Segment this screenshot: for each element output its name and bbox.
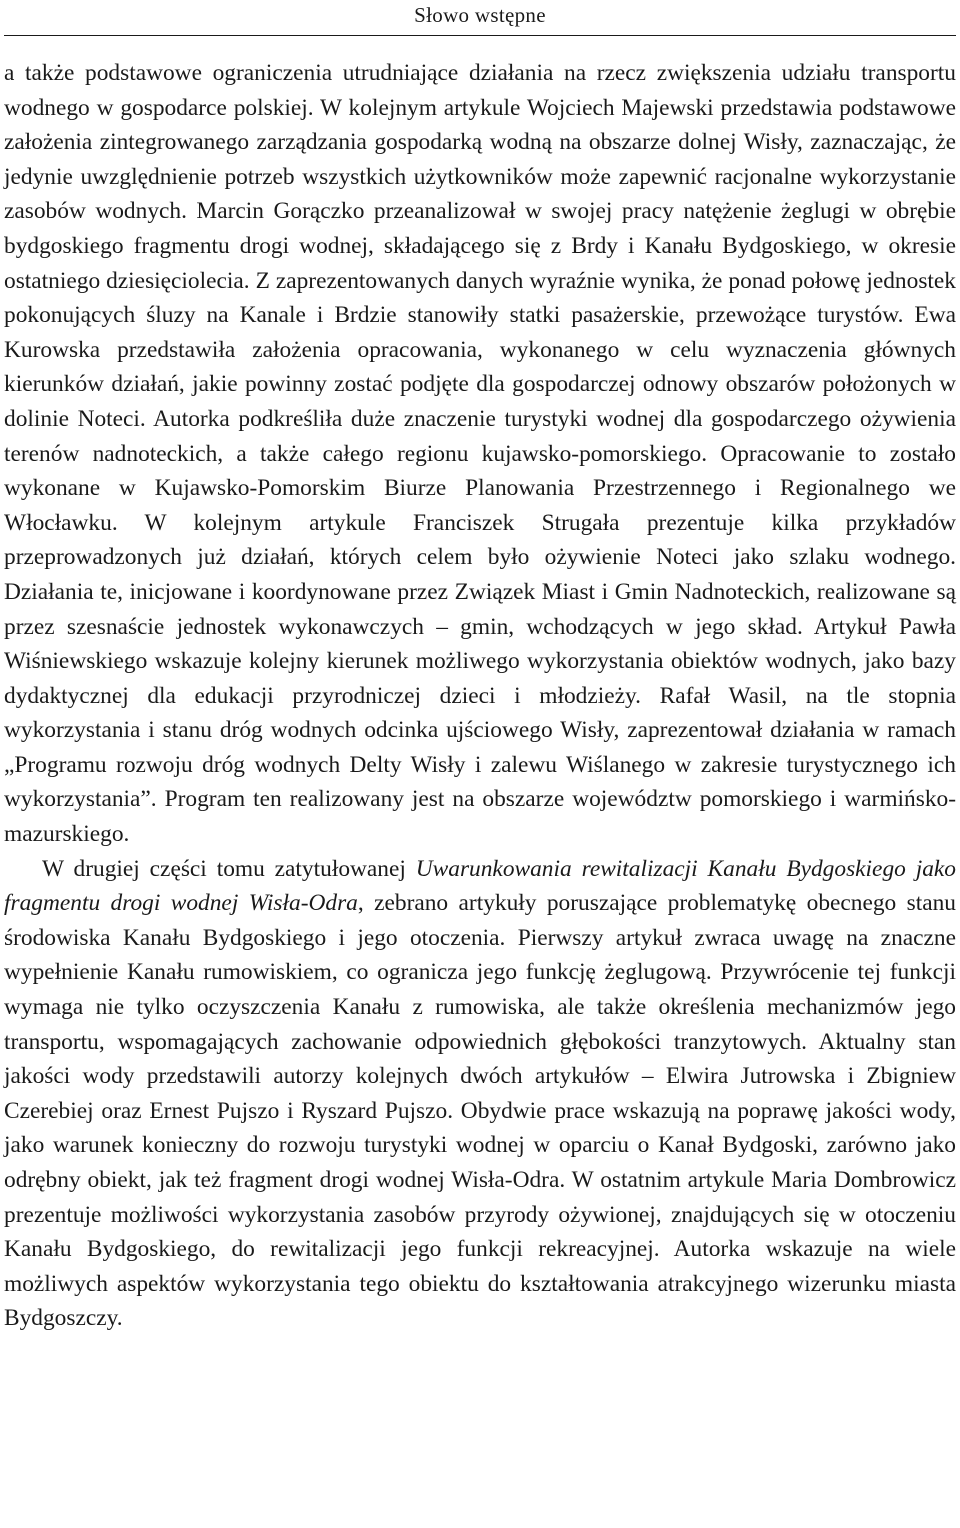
part-title-italic: Uwarunkowania rewitalizacji Kanału Bydgoskiego jako fragmentu drogi wodnej Wisła-Odra bbox=[4, 855, 956, 917]
paragraph-2-lead: W drugiej części tomu zatytułowanej bbox=[42, 855, 416, 882]
paragraph-2-rest: , zebrano artykuły poruszające problematykę obecnego stanu środowiska Kanału Bydgoskiego i jego otoczenia. Pierwszy artykuł zwraca uwagę na znaczne wypełnienie Kanału rumowiskiem, co ogranicza jego funkcję żeglugową. Przywrócenie tej funkcji wymaga nie tylko oczyszczenia Kanału z rumowiska, ale także określenia mechanizmów jego transportu, wspomagających zachowanie odpowiednich głębokości tranzytowych. Aktualny stan jakości wody przedstawili autorzy kolejnych dwóch artykułów – Elwira Jutrowska i Zbigniew Czerebiej oraz Ernest Pujszo i Ryszard Pujszo. Obydwie prace wskazują na poprawę jakości wody, jako warunek konieczny do rozwoju turystyki wodnej w oparciu o Kanał Bydgoski, zarówno jako odrębny obiekt, jak też fragment drogi wodnej Wisła-Odra. W ostatnim artykule Maria Dombrowicz prezentuje możliwości wykorzystania zasobów przyrody ożywionej, znajdujących się w otoczeniu Kanału Bydgoskiego, do rewitalizacji jego funkcji rekreacyjnej. Autorka wskazuje na wiele możliwych aspektów wykorzystania tego obiektu do kształtowania atrakcyjnego wizerunku miasta Bydgoszczy. bbox=[4, 890, 957, 1332]
page-header-title: Słowo wstępne bbox=[414, 3, 546, 27]
running-header bbox=[0, 0, 960, 32]
paragraph-2 bbox=[4, 852, 956, 1336]
page-body bbox=[4, 56, 956, 1336]
header-divider bbox=[4, 35, 956, 36]
paragraph-1: a także podstawowe ograniczenia utrudniające działania na rzecz zwiększenia udziału transportu wodnego w gospodarce polskiej. W kolejnym artykule Wojciech Majewski przedstawia podstawowe założenia zintegrowanego zarządzania gospodarką wodną na obszarze dolnej Wisły, zaznaczając, że jedynie uwzględnienie potrzeb wszystkich użytkowników może zapewnić racjonalne wykorzystanie zasobów wodnych. Marcin Gorączko przeanalizował w swojej pracy natężenie żeglugi w obrębie bydgoskiego fragmentu drogi wodnej, składającego się z Brdy i Kanału Bydgoskiego, w okresie ostatniego dziesięciolecia. Z zaprezentowanych danych wyraźnie wynika, że ponad połowę jednostek pokonujących śluzy na Kanale i Brdzie stanowiły statki pasażerskie, przewożące turystów. Ewa Kurowska przedstawiła założenia opracowania, wykonanego w celu wyznaczenia głównych kierunków działań, jakie powinny zostać podjęte dla gospodarczej odnowy obszarów położonych w dolinie Noteci. Autorka podkreśliła duże znaczenie turystyki wodnej dla gospodarczego ożywienia terenów nadnoteckich, a także całego regionu kujawsko-pomorskiego. Opracowanie to zostało wykonane w Kujawsko-Pomorskim Biurze Planowania Przestrzennego i Regionalnego we Włocławku. W kolejnym artykule Franciszek Strugała prezentuje kilka przykładów przeprowadzonych już działań, których celem było ożywienie Noteci jako szlaku wodnego. Działania te, inicjowane i koordynowane przez Związek Miast i Gmin Nadnoteckich, realizowane są przez szesnaście jednostek wykonawczych – gmin, wchodzących w jego skład. Artykuł Pawła Wiśniewskiego wskazuje kolejny kierunek możliwego wykorzystania obiektów wodnych, jako bazy dydaktycznej dla edukacji przyrodniczej dzieci i młodzieży. Rafał Wasil, na tle stopnia wykorzystania i stanu dróg wodnych odcinka ujściowego Wisły, zaprezentował działania w ramach „Programu rozwoju dróg wodnych Delty Wisły i zalewu Wiślanego w zakresie turystycznego ich wykorzystania”. Program ten realizowany jest na obszarze województw pomorskiego i warmińsko-mazurskiego. bbox=[4, 60, 956, 848]
